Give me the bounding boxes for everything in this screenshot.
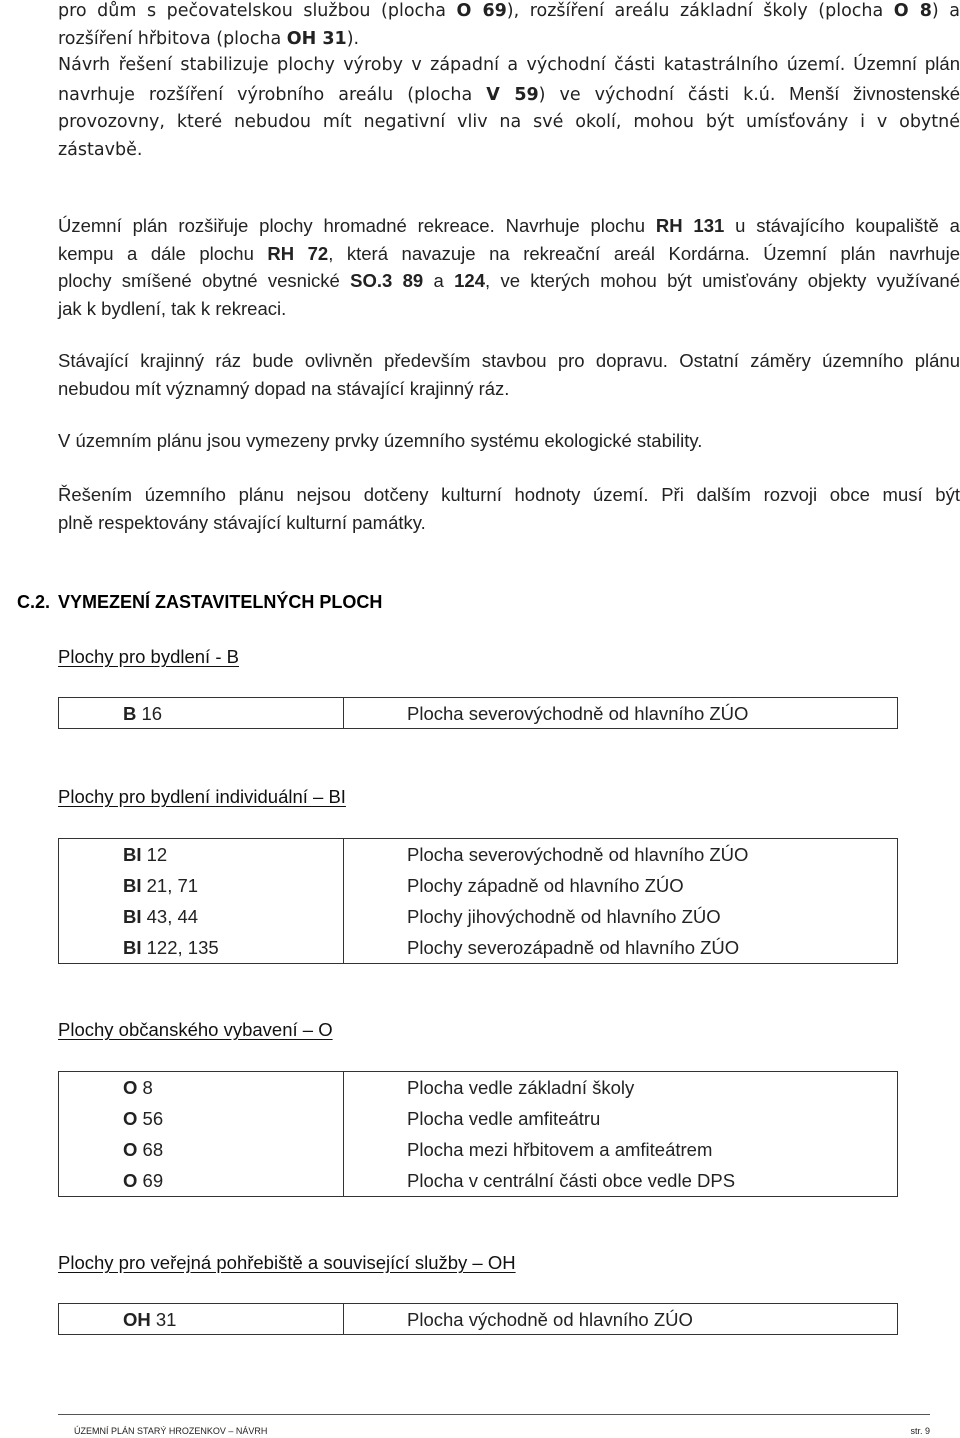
table-row: BI 12 Plocha severovýchodně od hlavního ZÚO (123, 843, 749, 865)
table-row: B 16 Plocha severovýchodně od hlavního ZÚO (123, 702, 749, 724)
table-row: O 69 Plocha v centrální části obce vedle DPS (123, 1169, 736, 1191)
group-heading-bi: Plochy pro bydlení individuální – BI (58, 786, 346, 807)
paragraph-recreation: Územní plán rozšiřuje plochy hromadné rekreace. Navrhuje plochu RH 131 u stávajícího koupaliště a kempu a dále plochu RH 72, která navazuje na rekreační areál Kordárna. Územní plán navrhuje plochy smíšené obytné vesnické SO.3 89 a 124, ve kterých mohou být umisťovány objekty využívané jak k bydlení, tak k rekreaci. (58, 215, 960, 319)
paragraph-continuation: pro dům s pečovatelskou službou (plocha O 69), rozšíření areálu základní školy (plocha O 8) a rozšíření hřbitova (plocha OH 31). (58, 1, 960, 49)
paragraph-production-areas: Návrh řešení stabilizuje plochy výroby v západní a východní části katastrálního území. Územní plán navrhuje rozšíření výrobního areálu (plocha V 59) ve východní části k.ú. Menší živnostenské provozovny, které nebudou mít negativní vliv na své okolí, mohou být umísťovány i v obytné zástavbě. (58, 53, 960, 160)
group-heading-b: Plochy pro bydlení - B (58, 646, 239, 667)
section-heading (16, 592, 383, 613)
table-o (58, 1071, 898, 1197)
section-title: VYMEZENÍ ZASTAVITELNÝCH PLOCH (58, 592, 383, 612)
paragraph-culture: Řešením územního plánu nejsou dotčeny kulturní hodnoty území. Při dalším rozvoji obce musí být plně respektovány stávající kulturní památky. (58, 484, 960, 533)
paragraph-landscape: Stávající krajinný ráz bude ovlivněn především stavbou pro dopravu. Ostatní záměry územního plánu nebudou mít významný dopad na stávající krajinný ráz. (58, 350, 960, 399)
table-row: O 8 Plocha vedle základní školy (123, 1076, 635, 1098)
section-number: C.2. (16, 592, 50, 612)
page-footer (58, 1414, 930, 1436)
table-row: BI 122, 135 Plochy severozápadně od hlavního ZÚO (123, 936, 740, 958)
table-row: BI 43, 44 Plochy jihovýchodně od hlavního ZÚO (123, 905, 721, 927)
table-row: O 56 Plocha vedle amfiteátru (123, 1107, 601, 1129)
table-row: BI 21, 71 Plochy západně od hlavního ZÚO (123, 874, 684, 896)
table-oh (58, 1303, 898, 1335)
group-heading-oh: Plochy pro veřejná pohřebiště a související služby – OH (58, 1252, 516, 1273)
footer-page-number: str. 9 (910, 1426, 930, 1436)
table-b (58, 697, 898, 729)
paragraph-ecology: V územním plánu jsou vymezeny prvky územního systému ekologické stability. (58, 430, 703, 451)
table-row: OH 31 Plocha východně od hlavního ZÚO (123, 1308, 693, 1330)
group-heading-o: Plochy občanského vybavení – O (58, 1019, 333, 1040)
table-row: O 68 Plocha mezi hřbitovem a amfiteátrem (123, 1138, 713, 1160)
table-bi (58, 838, 898, 964)
footer-document-title: ÚZEMNÍ PLÁN STARÝ HROZENKOV – NÁVRH (74, 1426, 268, 1436)
